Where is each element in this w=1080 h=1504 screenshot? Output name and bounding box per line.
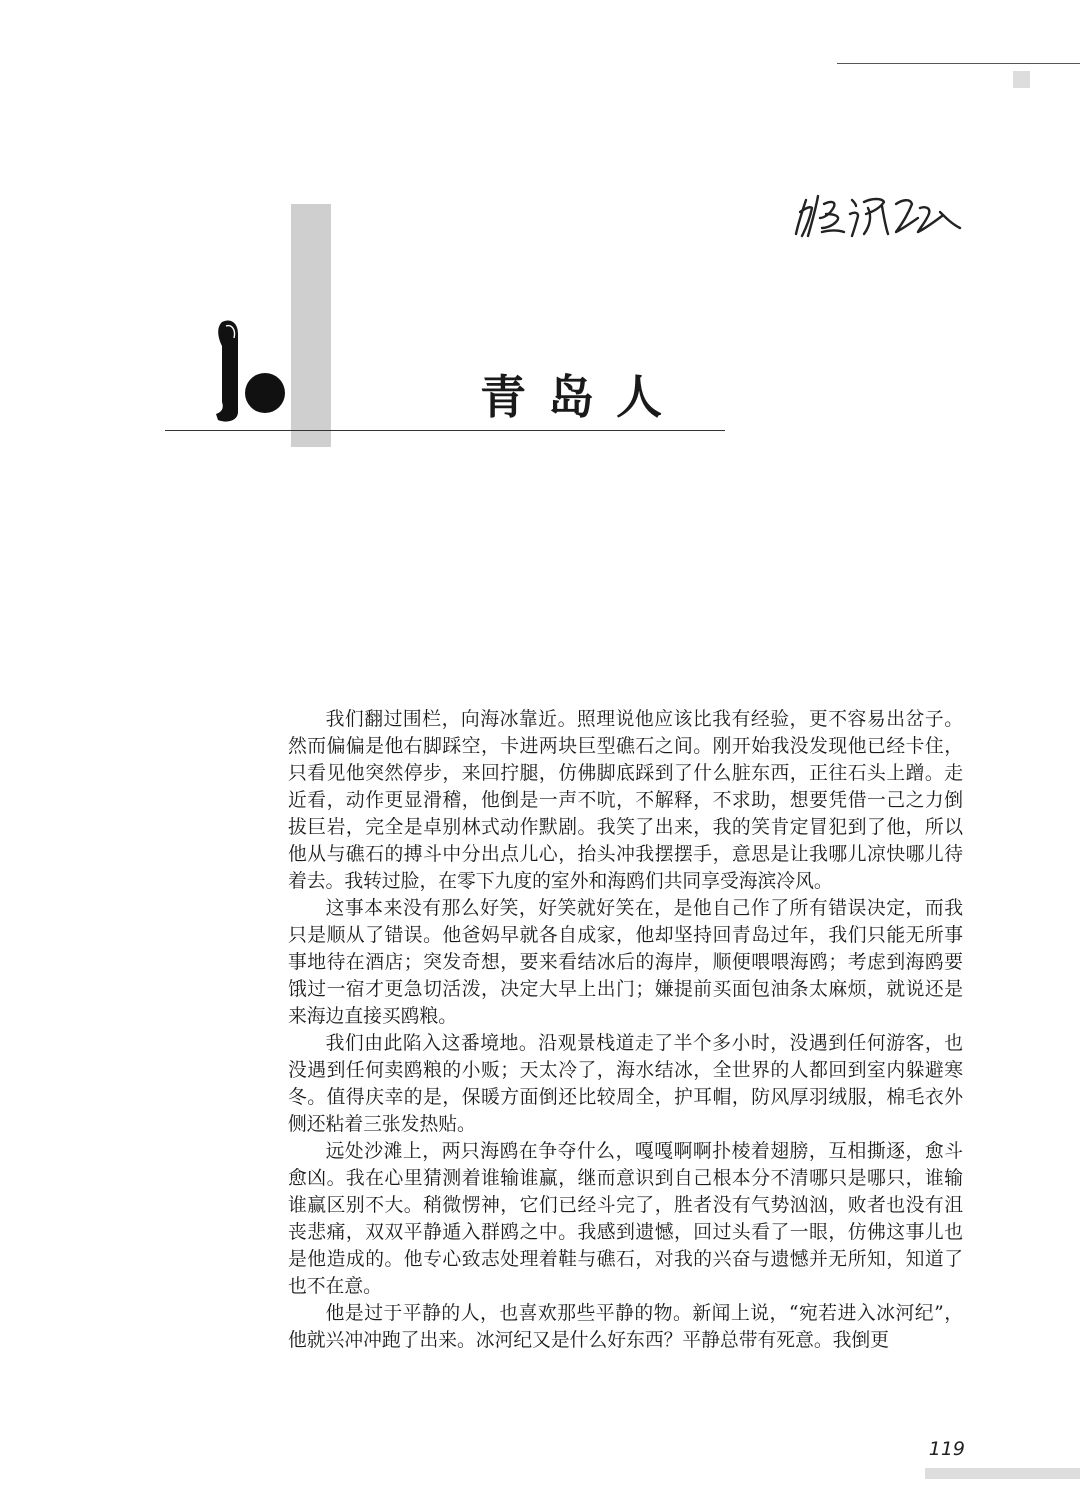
paragraph: 这事本来没有那么好笑，好笑就好笑在，是他自己作了所有错误决定，而我只是顺从了错误。他爸妈早就各自成家，他却坚持回青岛过年，我们只能无所事事地待在酒店；突发奇想，要来看结冰后的海岸，顺便喂喂海鸥；考虑到海鸥要饿过一宿才更急切活泼，决定大早上出门；嫌提前买面包油条太麻烦，就说还是来海边直接买鸥粮。 xyxy=(288,898,963,1027)
header-square-ornament xyxy=(1013,71,1030,88)
chapter-gray-bar xyxy=(291,204,331,447)
footer-gray-bar xyxy=(925,1468,1080,1479)
body-text xyxy=(288,706,963,1354)
paragraph: 远处沙滩上，两只海鸥在争夺什么，嘎嘎啊啊扑棱着翅膀，互相撕逐，愈斗愈凶。我在心里猜测着谁输谁赢，继而意识到自己根本分不清哪只是哪只，谁输谁赢区别不大。稍微愣神，它们已经斗完了，胜者没有气势汹汹，败者也没有沮丧悲痛，双双平静遁入群鸥之中。我感到遗憾，回过头看了一眼，仿佛这事儿也是他造成的。他专心致志处理着鞋与礁石，对我的兴奋与遗憾并无所知，知道了也不在意。 xyxy=(288,1141,963,1297)
title-rule xyxy=(165,430,725,431)
header-rule xyxy=(837,63,1080,64)
paragraph: 他是过于平静的人，也喜欢那些平静的物。新闻上说，“宛若进入冰河纪”，他就兴冲冲跑了出来。冰河纪又是什么好东西？平静总带有死意。我倒更 xyxy=(288,1303,963,1351)
brush-stroke-ornament-icon xyxy=(208,316,288,426)
page-number: 119 xyxy=(928,1438,965,1460)
paragraph: 我们由此陷入这番境地。沿观景栈道走了半个多小时，没遇到任何游客，也没遇到任何卖鸥粮的小贩；天太冷了，海水结冰，全世界的人都回到室内躲避寒冬。值得庆幸的是，保暖方面倒还比较周全，护耳帽，防风厚羽绒服，棉毛衣外侧还粘着三张发热贴。 xyxy=(288,1033,963,1135)
chapter-title: 青岛人 xyxy=(480,370,684,424)
paragraph: 我们翻过围栏，向海冰靠近。照理说他应该比我有经验，更不容易出岔子。然而偏偏是他右脚踩空，卡进两块巨型礁石之间。刚开始我没发现他已经卡住，只看见他突然停步，来回拧腿，仿佛脚底踩到了什么脏东西，正往石头上蹭。走近看，动作更显滑稽，他倒是一声不吭，不解释，不求助，想要凭借一己之力倒拔巨岩，完全是卓别林式动作默剧。我笑了出来，我的笑肯定冒犯到了他，所以他从与礁石的搏斗中分出点儿心，抬头冲我摆摆手，意思是让我哪儿凉快哪儿待着去。我转过脸，在零下九度的室外和海鸥们共同享受海滨冷风。 xyxy=(288,709,963,892)
author-signature-icon xyxy=(792,178,972,248)
